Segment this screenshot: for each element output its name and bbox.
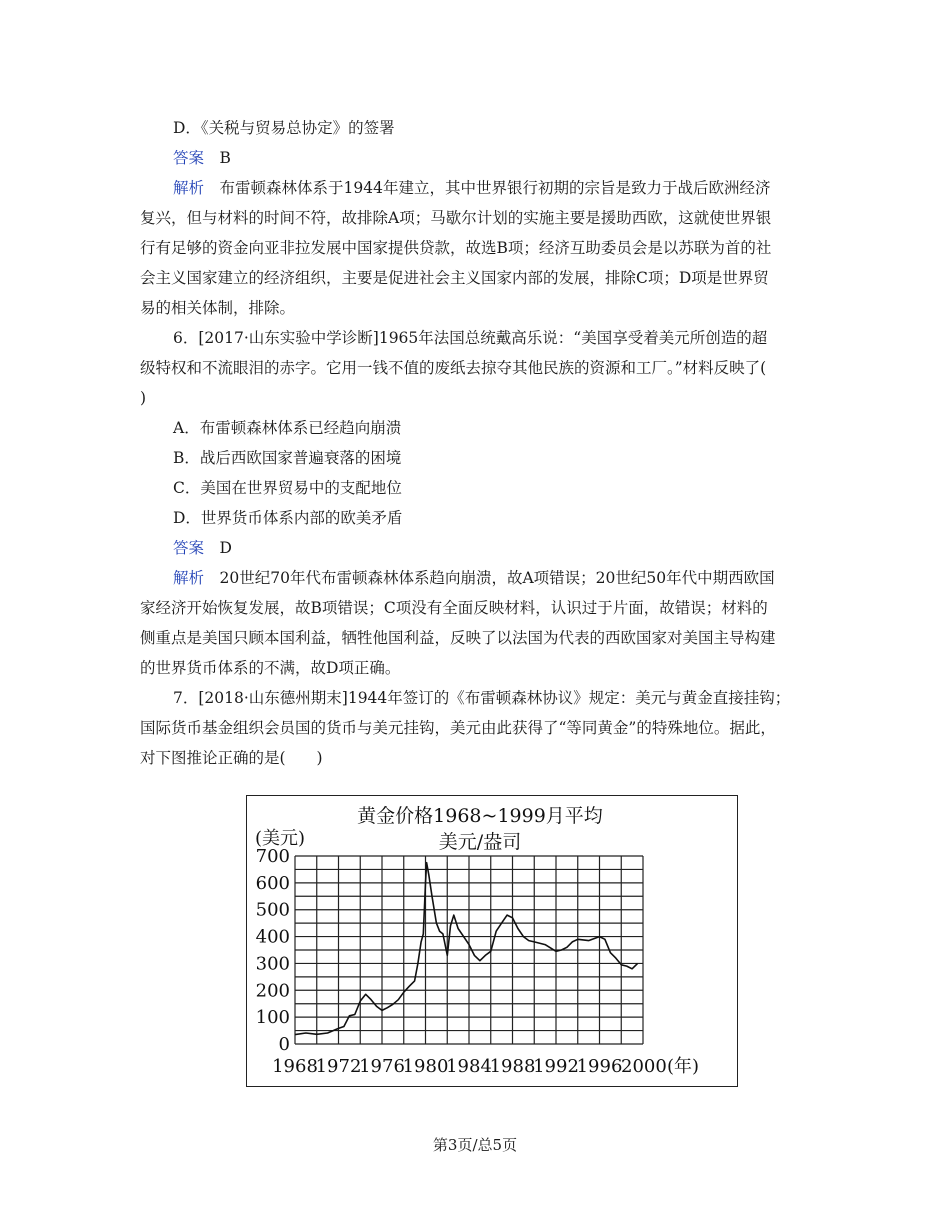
x-tick-label: 1972 (315, 1056, 362, 1077)
line-text: C．美国在世界贸易中的支配地位 (173, 479, 402, 497)
line-text: 家经济开始恢复发展，故B项错误；C项没有全面反映材料，认识过于片面，故错误；材料的 (140, 599, 768, 617)
text-line (140, 748, 323, 768)
chart-title: 黄金价格1968~1999月平均 (357, 805, 603, 827)
x-tick-label: 1984 (446, 1056, 492, 1077)
y-tick-label: 300 (255, 953, 290, 975)
label-prefix: 解析 (173, 569, 205, 587)
text-line (173, 148, 231, 168)
y-tick-label: 0 (278, 1034, 290, 1055)
line-text: A．布雷顿森林体系已经趋向崩溃 (173, 419, 402, 437)
line-text: D．世界货币体系内部的欧美矛盾 (173, 509, 403, 527)
x-axis-unit: (年) (667, 1056, 700, 1077)
text-line (140, 358, 766, 378)
x-tick-labels (272, 1055, 699, 1077)
line-text: 复兴，但与材料的时间不符，故排除A项；马歇尔计划的实施主要是援助西欧，这就使世界银 (140, 209, 772, 227)
y-tick-label: 400 (255, 926, 290, 948)
line-text: 的世界货币体系的不满，故D项正确。 (140, 659, 401, 677)
x-tick-label: 1976 (359, 1056, 405, 1077)
y-tick-label: 500 (255, 899, 290, 921)
line-text: D．《关税与贸易总协定》的签署 (173, 119, 395, 137)
line-text: 级特权和不流眼泪的赤字。它用一钱不值的废纸去掠夺其他民族的资源和工厂。”材料反映了( (140, 359, 767, 377)
y-tick-labels (256, 846, 290, 1055)
series-layer (295, 863, 638, 1035)
label-prefix: 答案 (173, 149, 205, 167)
line-text: 对下图推论正确的是( ) (140, 749, 323, 767)
y-tick-label: 200 (255, 980, 290, 1002)
x-tick-label: 1992 (533, 1056, 579, 1077)
text-line (140, 268, 769, 288)
x-tick-label: 1996 (576, 1056, 623, 1077)
series-line (295, 863, 638, 1035)
x-tick-label: 2000 (621, 1056, 667, 1077)
line-text: 会主义国家建立的经济组织，主要是促进社会主义国家内部的发展，排除C项；D项是世界贸 (140, 269, 769, 287)
y-tick-label: 700 (255, 846, 290, 867)
line-text: 布雷顿森林体系于1944年建立，其中世界银行初期的宗旨是致力于战后欧洲经济 (204, 179, 771, 197)
text-line (140, 238, 771, 258)
y-tick-label: 600 (255, 872, 290, 894)
text-line (140, 628, 776, 648)
text-line (173, 568, 775, 588)
y-tick-label: 100 (255, 1007, 290, 1029)
line-text: 易的相关体制，排除。 (140, 299, 296, 317)
text-line (173, 418, 401, 438)
y-axis-label: (美元) (255, 828, 306, 849)
text-line (140, 718, 776, 738)
text-line (173, 178, 770, 198)
label-prefix: 答案 (173, 539, 205, 557)
text-line (140, 598, 768, 618)
line-text: 国际货币基金组织会员国的货币与美元挂钩，美元由此获得了“等同黄金”的特殊地位。据此， (140, 719, 776, 737)
text-line (173, 478, 402, 498)
line-text: D (204, 539, 232, 557)
text-line (173, 508, 402, 528)
line-text: 6．[2017·山东实验中学诊断]1965年法国总统戴高乐说：“美国享受着美元所创造的超 (173, 329, 768, 347)
line-text: 7．[2018·山东德州期末]1944年签订的《布雷顿森林协议》规定：美元与黄金直接挂钩； (173, 689, 791, 707)
text-line (173, 538, 232, 558)
gold-price-chart (246, 795, 738, 1087)
line-text: 行有足够的资金向亚非拉发展中国家提供贷款，故选B项；经济互助委员会是以苏联为首的社 (140, 239, 772, 257)
grid (295, 856, 643, 1044)
text-line (173, 688, 790, 708)
line-text: ) (140, 389, 147, 407)
line-text: 20世纪70年代布雷顿森林体系趋向崩溃，故A项错误；20世纪50年代中期西欧国 (204, 569, 775, 587)
x-tick-label: 1988 (489, 1056, 536, 1077)
text-line (173, 118, 395, 138)
text-line (140, 658, 400, 678)
text-line (173, 328, 767, 348)
text-line (173, 448, 401, 468)
x-tick-label: 1980 (402, 1056, 449, 1077)
text-line (140, 298, 295, 318)
label-prefix: 解析 (173, 179, 205, 197)
line-text: B (204, 149, 231, 167)
text-line (140, 208, 771, 228)
page-footer: 第3页/总5页 (432, 1136, 518, 1154)
line-text: 侧重点是美国只顾本国利益，牺牲他国利益，反映了以法国为代表的西欧国家对美国主导构建 (140, 629, 776, 647)
line-text: B．战后西欧国家普遍衰落的困境 (173, 449, 402, 467)
chart-svg (247, 796, 736, 1085)
text-line (140, 388, 146, 408)
chart-subtitle: 美元/盎司 (438, 831, 522, 853)
x-tick-label: 1968 (272, 1056, 318, 1077)
